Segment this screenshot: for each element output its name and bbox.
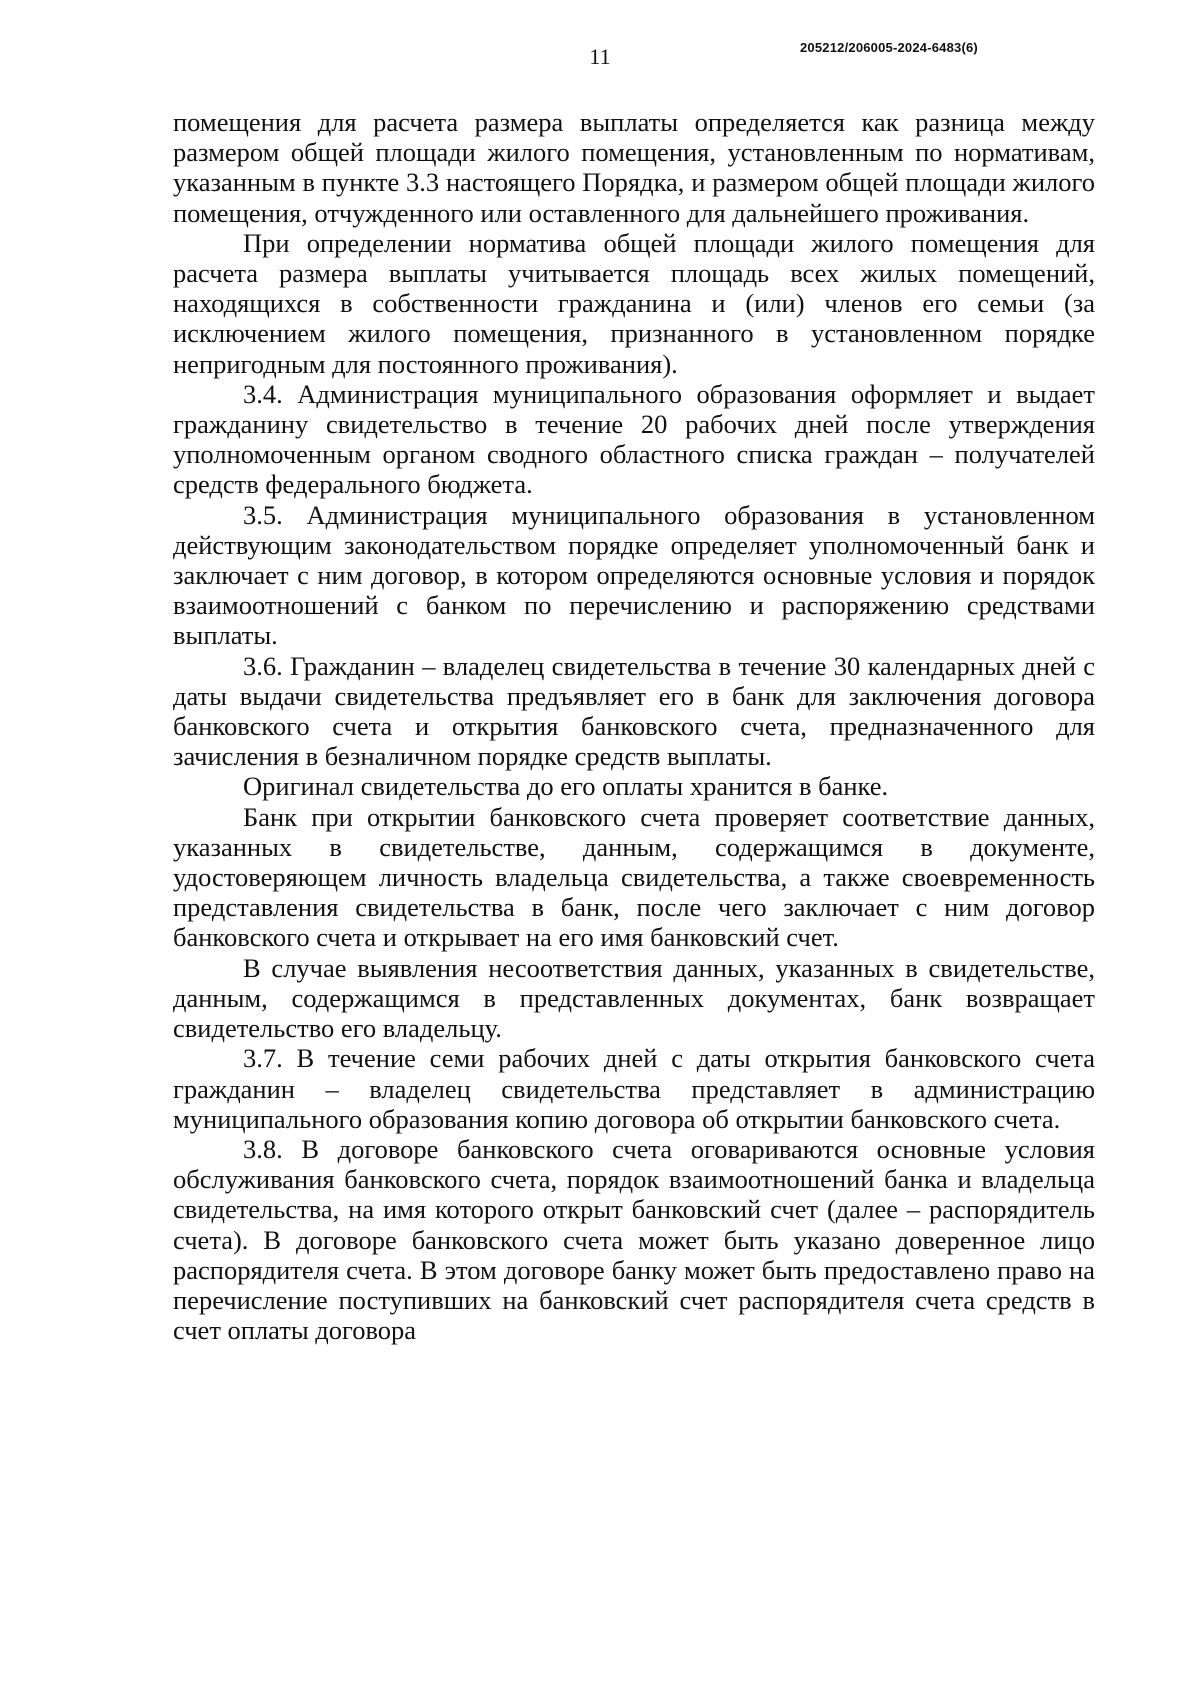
paragraph-continuation: помещения для расчета размера выплаты определяется как разница между размером общей площади жилого помещения, установленным по нормативам, указанным в пункте 3.3 настоящего Порядка, и размером общей площади жилого помещения, отчужденного или оставленного для дальнейшего проживания. [173, 107, 1095, 228]
paragraph-3-6: 3.6. Гражданин – владелец свидетельства в течение 30 календарных дней с даты выдачи свидетельства предъявляет его в банк для заключения договора банковского счета и открытия банковского счета, предназначенного для зачисления в безналичном порядке средств выплаты. [173, 650, 1095, 772]
paragraph-bank-check: Банк при открытии банковского счета проверяет соответствие данных, указанных в свидетельстве, данным, содержащимся в документе, удостоверяющем личность владельца свидетельства, а также своевременность представления свидетельства в банк, после чего заключает с ним договор банковского счета и открывает на его имя банковский счет. [173, 801, 1095, 953]
paragraph-3-4: 3.4. Администрация муниципального образования оформляет и выдает гражданину свидетельство в течение 20 рабочих дней после утверждения уполномоченным органом сводного областного списка граждан – получателей средств федерального бюджета. [173, 378, 1095, 500]
paragraph-3-5: 3.5. Администрация муниципального образования в установленном действующим законодательством порядке определяет уполномоченный банк и заключает с ним договор, в котором определяются основные условия и порядок взаимоотношений с банком по перечислению и распоряжению средствами выплаты. [173, 499, 1095, 651]
paragraph-original-certificate: Оригинал свидетельства до его оплаты хранится в банке. [243, 771, 889, 802]
document-id-stamp: 205212/206005-2024-6483(6) [800, 40, 978, 55]
document-body [173, 107, 1095, 1345]
paragraph-3-8: 3.8. В договоре банковского счета оговариваются основные условия обслуживания банковского счета, порядок взаимоотношений банка и владельца свидетельства, на имя которого открыт банковский счет (далее – распорядитель счета). В договоре банковского счета может быть указано доверенное лицо распорядителя счета. В этом договоре банку может быть предоставлено право на перечисление поступивших на банковский счет распорядителя счета средств в счет оплаты договора [173, 1133, 1095, 1346]
paragraph-3-7: 3.7. В течение семи рабочих дней с даты открытия банковского счета гражданин – владелец свидетельства представляет в администрацию муниципального образования копию договора об открытии банковского счета. [173, 1043, 1095, 1134]
page-number: 11 [589, 44, 611, 69]
paragraph-mismatch: В случае выявления несоответствия данных, указанных в свидетельстве, данным, содержащимся в представленных документах, банк возвращает свидетельство его владельцу. [173, 952, 1095, 1044]
paragraph-area-norm: При определении норматива общей площади жилого помещения для расчета размера выплаты учитывается площадь всех жилых помещений, находящихся в собственности гражданина и (или) членов его семьи (за исключением жилого помещения, признанного в установленном порядке непригодным для постоянного проживания). [173, 227, 1095, 379]
